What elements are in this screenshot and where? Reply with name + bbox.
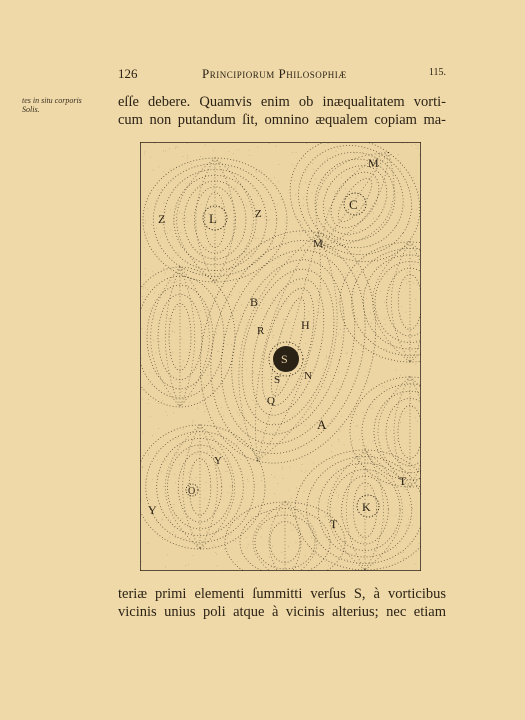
label-R: R: [257, 325, 265, 337]
label-Q: Q: [267, 395, 275, 407]
label-O: O: [188, 486, 196, 497]
running-title: Principiorum Philosophiæ: [202, 66, 347, 81]
label-S-center: S: [281, 352, 288, 366]
body-text-line: eſſe debere. Quamvis enim ob inæqualitatem vorti-: [118, 94, 446, 110]
label-T-right: T: [399, 474, 407, 488]
label-Y-left: Y: [148, 503, 157, 517]
original-page-number: 115.: [428, 67, 446, 78]
label-Y-top: Y: [214, 455, 222, 467]
label-H: H: [301, 318, 310, 332]
label-M-top: M: [368, 156, 379, 170]
label-B: B: [250, 295, 259, 309]
marginal-note-line: Solis.: [22, 105, 40, 114]
marginal-note-line: tes in situ corporis: [22, 96, 82, 105]
page-header: [118, 66, 446, 84]
label-K: K: [362, 500, 371, 514]
marginal-note: [22, 96, 112, 114]
body-text-line: teriæ primi elementi ſummitti verſus S, à vorticibus: [118, 586, 446, 602]
label-M-mid: M: [313, 238, 323, 250]
label-N: N: [304, 370, 312, 382]
label-C: C: [349, 197, 358, 212]
body-text-line: vicinis unius poli atque à vicinis alterius; nec etiam: [118, 604, 446, 620]
page-number: 126: [118, 66, 138, 81]
label-Z-left: Z: [158, 212, 166, 226]
label-Z-right: Z: [255, 208, 262, 220]
body-text-line: cum non putandum ſit, omnino æqualem copiam ma-: [118, 112, 446, 128]
vortex-diagram: [140, 142, 421, 571]
label-A: A: [317, 417, 327, 432]
vortex-figure: [140, 142, 421, 571]
label-S-lower: S: [274, 374, 281, 386]
label-T-lower: T: [330, 517, 338, 531]
label-L: L: [209, 211, 217, 226]
